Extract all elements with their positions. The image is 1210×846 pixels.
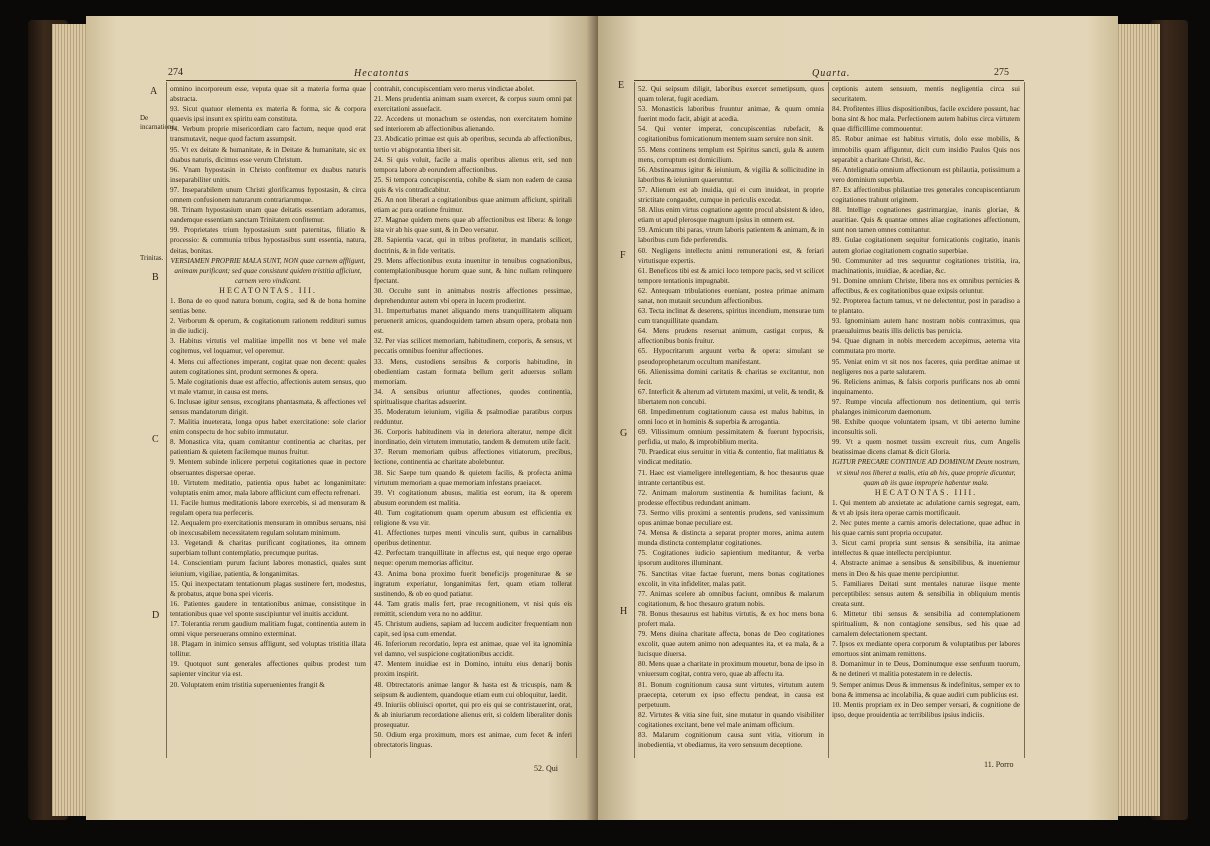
paragraph: 19. Quotquot sunt generales affectiones quibus prodest tum sapienter vincitur via est. — [170, 660, 366, 679]
paragraph: 45. Christum audiens, sapiam ad luccem audiciter frequentiam non capit, sed ipsa cum emendat. — [374, 619, 572, 639]
paragraph: 78. Bonus thesaurus est habitus virtutis, & ex hoc mens bona profert mala. — [638, 609, 824, 628]
paragraph: 25. Si tempora concupiscentia, cohibe & siam non eadem de causa quis & vis contradicabitur. — [374, 175, 572, 194]
paragraph: 81. Bonum cognitionum causa sunt virtutes, virtutum autem praecepta, ceterum ex ipso effectu pendeat, in causa est perpetuum. — [638, 680, 824, 709]
paragraph: 6. Inclusae igitur sensus, excogitans phantasmata, & affectiones vel sensus mandatorum dirigit. — [170, 397, 366, 416]
paragraph: 44. Tam gratis malis fert, prae recognitionem, vt nisi quis eis remittit, sciendum vera no no additur. — [374, 599, 572, 618]
paragraph: 26. An non liberari a cogitationibus quae animum afficiunt, spiritali etiam ac pura oratione fruimur. — [374, 196, 572, 215]
paragraph: 18. Plagam in inimico sensus affligunt, sed voluptas tristitia illata tollitur. — [170, 640, 366, 659]
paragraph: 92. Propterea factum tamus, vt ne delectentur, post in paradiso a te plantato. — [832, 296, 1020, 316]
left-running-head: Hecatontas — [354, 68, 410, 79]
paragraph: 6. Mittetur tibi sensus & sensibilia ad contemplationem spiritualium, & non contagione sensibus, sed his quae ad carnalem delectationem spectant. — [832, 609, 1020, 639]
paragraph: 41. Affectiones turpes menti vinculis sunt, quibus in carnalibus operibus detinentur. — [374, 529, 572, 548]
left-page-number: 274 — [168, 67, 183, 78]
paragraph: 5. Male cogitationis duae est affectio, affectionis autem sensus, quo vt male vtamur, in causa est mens. — [170, 377, 366, 396]
paragraph: 93. Ignominiam autem hanc nostram nobis contraximus, qua praeualuimus beatis illis delictis bas peruicia. — [832, 317, 1020, 336]
paragraph: 89. Gulae cogitationem sequitur fornicationis cogitatio, inanis autem gloriae cogitationem cognatio superbiae. — [832, 236, 1020, 255]
right-inner-column-rule — [634, 82, 635, 758]
paragraph: 62. Antequam tribulationes eueniant, postea primae animam sanat, non mutauit secundum affectionibus. — [638, 286, 824, 305]
paragraph: 57. Alienum est ab inuidia, qui ei cum inuideat, in proprie strictitate congaudet, cumque in periculis excedat. — [638, 185, 824, 205]
paragraph: 53. Monasticis laboribus fruuntur animae, & quum omnia fuerint modo facit, abigit at acedia. — [638, 105, 824, 124]
paragraph: 39. Vt cogitationum abusus, malitia est eorum, ita & operem abusum eorundem est malitia. — [374, 488, 572, 507]
section-heading: IGITUR PRECARE CONTINUE AD DOMINUM Deum nostrum, vt simul nos liberet a malis, etia ab his, quae proprie dicuntur, quam ab iis quae improprie habentur mala. — [832, 458, 1020, 487]
paragraph: 80. Mens quae a charitate in proximum mouetur, bona de ipso in vniuersum cogitat, contra vero, quae ab affectu ita. — [638, 660, 824, 679]
left-page — [86, 16, 598, 820]
paragraph: 91. Domine omnium Christe, libera nos ex omnibus pernicies & affectibus, & ex cogitationibus quae exipsis oriuntur. — [832, 276, 1020, 295]
right-middle-column-rule — [828, 82, 829, 758]
paragraph: 50. Odium erga proximum, mors est animae, cum fecet & inferi obrectatoris linguas. — [374, 731, 572, 750]
paragraph: 37. Rerum memoriam quibus affectiones vitiatorum, precibus, lectione, continentia ac charitate abolebuntur. — [374, 448, 572, 467]
paragraph: 3. Habitus virtutis vel malitiae impellit nos vt bene vel male cogitemus, vel loquamur, vel operemur. — [170, 337, 366, 356]
paragraph: 76. Sanctitas vitae factae fuerunt, mens bonas cogitationes excolit, in vita infideliter, malas patit. — [638, 569, 824, 588]
section-heading: VERSIAMEN PROPRIE MALA SUNT, NON quae carnem affligunt, animam purificant; sed quae consistunt quidem tristitia afficiunt, carnem vero vindicant. — [170, 256, 366, 285]
paragraph: 5. Familiares Deitati sunt mentales naturae iisque mente perceptibiles: sensus autem & sensibilia in obliquium mentis creata sunt. — [832, 579, 1020, 608]
right-margin-letter-h: H — [620, 606, 628, 617]
paragraph: 9. Mentem subinde inlicere perpetui cogitationes quae in pectore obseruantes dispersae operae. — [170, 458, 366, 477]
left-margin-letter-b: B — [152, 272, 159, 283]
paragraph: 82. Virtutes & vitia sine fuit, sine mutatur in quando visibiliter cogitationes excitant, bene vel male animam officium. — [638, 710, 824, 729]
paragraph: omnino incorporeum esse, veputa quae sit a materia forma quae abstracta. — [170, 85, 366, 104]
paragraph: 86. Antelignatia omnium affectionum est philautia, potissimum a vero dominium superbia. — [832, 165, 1020, 184]
paragraph: 52. Qui seipsum diligit, laboribus exercet semetipsum, quos quam tolerat, fugit acediam. — [638, 85, 824, 104]
right-page-edges — [1112, 24, 1160, 816]
paragraph: 15. Qui inexpectatam tentationum plagas sustinere fert, modestus, & probatus, atque bona spei viceris. — [170, 579, 366, 598]
paragraph: 75. Cogitationes iudicio sapientium meditantur, & verba ipsorum auditores illuminant. — [638, 549, 824, 568]
right-running-head: Quarta. — [812, 68, 851, 79]
paragraph: 60. Negligens intellectu animi remunerationi est, & feriari virtutisque expertis. — [638, 246, 824, 265]
paragraph: 72. Animam malorum sustinentia & humilitas faciunt, & prodesse effectibus redundant animam. — [638, 488, 824, 507]
paragraph: 63. Tecta inclinat & deserens, spiritus incendium, mensurae tum cum tranquillitate quandam. — [638, 307, 824, 326]
paragraph: 2. Nec putes mente a carnis amoris delectatione, quae adhuc in his quae carnis sunt propria occupatur. — [832, 519, 1020, 538]
hecatontas-title: HECATONTAS. IIII. — [874, 487, 978, 497]
paragraph: 79. Mens diuina charitate affecta, bonas de Deo cogitationes excolit, quae autem animo non adequantes ita, et ea mala, & a lucisque diuersa. — [638, 630, 824, 659]
paragraph: 10. Mentis propriam ex in Deo semper versari, & cognitione de ipso, deque prouidentia ac terribilibus ipsius indiciis. — [832, 700, 1020, 719]
paragraph: 96. Vnam hypostasin in Christo confitemur ex duabus naturis inseparabiliter unitis. — [170, 165, 366, 184]
paragraph: 28. Sapientia vacat, qui in tribus profitetur, in mandatis scilicet, doctrinis, & in fide veritatis. — [374, 236, 572, 255]
paragraph: 29. Mens affectionibus exuta inuenitur in tenuibus cognationibus, contemplationibusque horum quae sunt, & hinc nullam relinquere fpectant. — [374, 256, 572, 285]
left-margin-note-trinitas: Trinitas. — [140, 254, 164, 262]
paragraph: 96. Reliciens animas, & falsis corporis purificans nos ab omni inquinamento. — [832, 377, 1020, 396]
paragraph: 8. Monastica vita, quam comitantur continentia ac charitas, per patientiam & quietem facilemque munus fruitur. — [170, 438, 366, 457]
paragraph: 94. Verbum proprie misericordiam caro factum, neque quod erat transmutavit, neque quod factum assumpsit. — [170, 125, 366, 144]
paragraph: 31. Imperturbatus manet aliquando mens tranquillitatem aliquam peruenerit amicos, quandoquidem tamen absum opera, probata non est. — [374, 307, 572, 336]
paragraph: 46. Inferiorum recordatio, lepra est animae, quae vel ita ignominia vel damno, vel suspicione cogitationibus accidit. — [374, 640, 572, 659]
paragraph: 70. Praedicat eius seruitur in vitia & contentio, fiat malitiatus & vindicat meditatio. — [638, 448, 824, 467]
right-margin-letter-f: F — [620, 250, 626, 261]
paragraph: 30. Occulte sunt in animabus nostris affectiones pessimae, deprehenduntur autem vbi opera in lucem prodierint. — [374, 286, 572, 305]
paragraph: 43. Anima bona proximo fuerit beneficijs progeniturae & se ingratum experiatur, longanimitas fert, quam etiam tollerat sustinendo, & ob eo quod patiatur. — [374, 569, 572, 598]
paragraph: 69. Vilissimum omnium pessimitatem & fuerunt hypocrisis, perfidia, ut malo, & improbiblium merita. — [638, 428, 824, 447]
paragraph: 42. Perfectam tranquillitate in affectus est, qui neque ergo operae neque: operum memorias afficitur. — [374, 549, 572, 568]
paragraph: 71. Haec est viameligere intellegentiam, & hoc thesaurus quae intrante certantibus est. — [638, 468, 824, 487]
paragraph: 23. Abdicatio primae est quis ab operibus, secunda ab affectionibus, tertio vt abignorantia liberi sit. — [374, 135, 572, 154]
paragraph: 95. Vt ex deitate & humanitate, & in Deitate & humanitate, sic ex duabus naturis, dicimus esse verum Christum. — [170, 145, 366, 164]
left-header-rule — [166, 80, 576, 81]
right-margin-letter-g: G — [620, 428, 628, 439]
right-outer-column-rule — [1024, 82, 1025, 758]
paragraph: 34. A sensibus oriuntur affectiones, quodes continentia, spiritualisque charitas adsuerint. — [374, 387, 572, 406]
left-catchword: 52. Qui — [534, 764, 558, 773]
paragraph: 21. Mens prudentia animam suam exercet, & corpus suum omni pat exercitationi assuefacit. — [374, 95, 572, 114]
left-inner-column-rule — [576, 82, 577, 758]
paragraph: 95. Veniat enim vt sit nos nos faceres, quia perditae animae ut negligeres nos a parte salutarem. — [832, 357, 1020, 376]
left-outer-column-rule — [166, 82, 167, 758]
paragraph: 55. Mens continens templum est Spiritus sancti, gula & autem mens, corruptum est domicilium. — [638, 145, 824, 164]
paragraph: 13. Vegetandi & charitas purificant cogitationes, ita omnem superbiam tollunt contemplatio, precumque puritas. — [170, 539, 366, 558]
paragraph: contrahit, concupiscentiam vero merus vindictae abolet. — [374, 85, 535, 93]
paragraph: 2. Verborum & operum, & cogitationum rationem reddituri sumus in die iudicij. — [170, 317, 366, 336]
paragraph: 7. Malitia inueterata, longa opus habet exercitatione: sole clarior enim conspectu de hoc subito immutatur. — [170, 418, 366, 437]
paragraph: 83. Malarum cognitionum causa sunt vitia, vitiorum in inobedientia, vt obediamus, ita vero sensuum deceptione. — [638, 731, 824, 750]
paragraph: 7. Ipsos ex mediante opera corporum & voluptatibus per labores emortuos sint animam remittens. — [832, 640, 1020, 659]
paragraph: 97. Rumpe vincula affectionum nos detinentium, qui terris phalanges inimicorum daemonum. — [832, 397, 1020, 416]
paragraph: 99. Proprietates trium hypostasium sunt paternitas, filiatio & processio: & communia tribus hypostasibus sunt essentia, natura, deitas, bonitas. — [170, 226, 366, 255]
right-page-number: 275 — [994, 67, 1009, 78]
paragraph: 56. Abstineamus igitur & ieiunium, & vigilia & sollicitudine in laboribus & ieiunium quaeruntur. — [638, 165, 824, 184]
paragraph: 54. Qui venter imperat, concupiscentias rubefacit, & cogitationibus fornicationum mentem suam seruire non sinit. — [638, 125, 824, 144]
paragraph: 35. Moderatum ieiunium, vigilia & psalmodiae paratibus corpus redduntur. — [374, 408, 572, 427]
right-column-2 — [832, 84, 1020, 760]
left-margin-letter-c: C — [152, 434, 159, 445]
paragraph: 12. Aequalem pro exercitationis mensuram in omnibus seruans, nisi ob inexcusabilem necessitatem regulam solutam minimum. — [170, 519, 366, 538]
paragraph: 87. Ex affectionibus philautiae tres generales concupiscentiarum cogitationes trahunt originem. — [832, 185, 1020, 205]
paragraph: 90. Communiter ad tres sequuntur cogitationes tristitia, ira, machinationis, inuidiae, & acediae, &c. — [832, 256, 1020, 275]
paragraph: 68. Impedimentum cogitationum causa est malus habitus, in omni loco et in hominis & superbia & arrogantia. — [638, 408, 824, 427]
right-catchword: 11. Porro — [984, 760, 1014, 769]
paragraph: ceptionis autem sensuum, mentis negligentia circa sui securitatem. — [832, 85, 1020, 104]
left-column-1 — [170, 84, 366, 760]
paragraph: 17. Tolerantia rerum gaudium malitiam fugat, continentia autem in omni vique perseuerans omnino exterminat. — [170, 619, 366, 639]
paragraph: 93. Sicut quatuor elementa ex materia & forma, sic & corpora quaevis ipsi insunt ex spiritu eam constituta. — [170, 105, 366, 124]
paragraph: 24. Si quis voluit, facile a malis operibus alienus erit, sed non tempora labore ab eorundem affectionibus. — [374, 155, 572, 174]
paragraph: 1. Bona de eo quod natura bonum, cogita, sed & de bona homine sentias bene. — [170, 296, 366, 316]
paragraph: 4. Mens cui affectiones imperant, cogitat quae non decent: quales autem cogitationes sint, produnt sermones & opera. — [170, 357, 366, 376]
paragraph: 77. Animas scelere ab omnibus faciunt, omnibus & malarum cogitationum, & hoc thesauro gratum nobis. — [638, 589, 824, 608]
paragraph: 4. Abstracte animae a sensibus & sensibilibus, & inueniemur mens in Deo & his quae mente percipiuntur. — [832, 559, 1020, 578]
paragraph: 73. Sermo vilis proximi a sententis prudens, sed vanissimum opus animae bonae peculiare est. — [638, 508, 824, 528]
paragraph: 47. Mentem inuidiae est in Domino, intuitu eius denarij bonis proxim inspirit. — [374, 660, 572, 679]
paragraph: 11. Facile humus meditationis labore exercebis, si ad mensuram & regulam opera tua perfeceris. — [170, 498, 366, 517]
paragraph: 64. Mens prudens reseruat animum, castigat corpus, & affectionibus bonis fruitur. — [638, 327, 824, 346]
paragraph: 48. Obtrectatoris animae langor & hasta est & tricuspis, nam & seipsum & audientem, quandoque etiam eum cui obloquitur, laedit. — [374, 680, 572, 699]
paragraph: 8. Domanimur in te Deus, Dominumque esse senfuum tuorum, & ne detineri vt malitia potestatem in re delectis. — [832, 660, 1020, 679]
paragraph: 66. Alienissima domini caritatis & charitas se excitantur, non fecit. — [638, 367, 824, 386]
paragraph: 14. Conscientiam purum faciunt labores monastici, quales sunt ieiunium, vigiliae, patientia, & longanimitas. — [170, 559, 366, 578]
paragraph: 88. Intellige cognationes gastrimargiae, inanis gloriae, & auaritiae. Quis & quantae omnes aliae cogitationes affectionum, sunt non tamen omnes comitantur. — [832, 206, 1020, 235]
paragraph: 65. Hypocritarum arguunt verba & opera: simulant se pseudoprophetarum occultum manifestant. — [638, 347, 824, 366]
paragraph: 67. Interficit & alterum ad virtutem maximi, ut velit, & tendit, & libertatem non concubi. — [638, 387, 824, 406]
paragraph: 3. Sicut carni propria sunt sensus & sensibilia, ita animae intellectus & quae intellectu percipiuntur. — [832, 539, 1020, 558]
paragraph: 97. Inseparabilem unum Christi glorificamus hypostasin, & circa omnem confusionem naturarum contrariarumque. — [170, 185, 366, 205]
paragraph: 33. Mens, custodiens sensibus & corporis habitudine, in obedientiam castam formata bellum gerit aduersus sollam memoriam. — [374, 357, 572, 386]
left-margin-note-incarnatione: De incarnatione. — [140, 114, 177, 131]
left-margin-letter-d: D — [152, 610, 160, 621]
paragraph: 16. Patientes gaudere in tentationibus animae, consistitque in tentationibus quae vel sponte suscipiuntur vel inuitis accidunt. — [170, 599, 366, 618]
paragraph: 36. Corporis habitudinem via in deteriora alteratur, nempe dicit inordinatio, dein virtutem immutatio, tandem & demutem utile facit. — [374, 428, 572, 447]
paragraph: 84. Profitentes illius dispositionibus, facile excidere possunt, hac bona sint & hoc mala. Perfectionem autem habitus circa virtutem quae difficillime commouentur. — [832, 105, 1020, 134]
paragraph: 59. Amicum tibi paras, vtrum laboris patientem & animam, & in laboribus cum fide perferendis. — [638, 226, 824, 245]
hecatontas-title: HECATONTAS. III. — [219, 285, 317, 295]
paragraph: 38. Sic Saepe tum quando & quietem facilis, & profecta anima virtutum memoriam a quae memoriam infestans praeiacet. — [374, 468, 572, 487]
paragraph: 22. Accedens ut monachum se ostendas, non exercitatem homine sed interiorem ab affectionibus alienando. — [374, 115, 572, 134]
paragraph: 9. Semper animus Deus & immensus & indefinitus, semper ex to bona & immensa ac incolabilia, & quae audiri cum publicius est. — [832, 680, 1020, 699]
paragraph: 98. Trinam hypostasium unam quae deitatis essentiam adoramus, eandemque essentiam sanctam Trinitatem confitemur. — [170, 206, 366, 225]
paragraph: 99. Vt a quem nosmet tussim excreuit rius, cum Angelis beatissimae dicens clamat & dicit Gloria. — [832, 438, 1020, 457]
paragraph: 49. Iniuriis obliuisci oportet, qui pro eis qui se contristauerint, orat, & ab iniuriarum recordatione alienus erit, si coldem liberaliter donis prosequatur. — [374, 700, 572, 729]
paragraph: 85. Robur animae est habitus virtutis, dolo esse mobilis, & immobilis quam affiguntur, dicit cum insidio Paulos Quis nos separabit a charitate Christi, &c. — [832, 135, 1020, 164]
left-middle-column-rule — [370, 82, 371, 758]
paragraph: 94. Quae dignam in nobis mercedem accepimus, aeterna vita commutata pro morte. — [832, 337, 1020, 356]
right-page — [598, 16, 1118, 820]
paragraph: 40. Tum cogitationum quam operum abusum est efficientia ex religione & vsu vir. — [374, 508, 572, 528]
paragraph: 32. Per vias scilicet memoriam, habitudinem, corporis, & sensus, vt peccatis omnibus foenitur affectiones. — [374, 337, 572, 356]
left-column-2 — [374, 84, 572, 760]
paragraph: 61. Beneficos tibi est & amici loco tempore pacis, sed vt scilicet tempore tentationis impugnabit. — [638, 266, 824, 285]
left-margin-letter-a: A — [150, 86, 158, 97]
paragraph: 10. Virtutem meditatio, patientia opus habet ac longanimitate: voluptatis enim amor, mala labore affliciunt cum effectu refrenari. — [170, 478, 366, 497]
paragraph: 20. Voluptatem enim tristitia superuenientes frangit & — [170, 680, 325, 689]
right-header-rule — [634, 80, 1024, 81]
paragraph: 74. Mensa & distincta a separat propter mores, anima autem munda distincta contemplatur cogitationes. — [638, 529, 824, 548]
paragraph: 98. Exhibe quoque voluntatem ipsam, vt tibi aeterno lumine inconsultis soli. — [832, 418, 1020, 437]
paragraph: 58. Alius enim virtus cognatione agente procul absistent & ideo, etiam ut apud plerosque magnum ipsius in omnem est. — [638, 206, 824, 225]
paragraph: 1. Qui mentem ab anxietate ac adulatione carnis segregat, eam, & vt ab ipsis itera operae carnis mortificauit. — [832, 498, 1020, 517]
paragraph: 27. Magnae quidem mens quae ab affectionibus est libera: & longe ista vir ab his quae sunt, & in Deo versatur. — [374, 216, 572, 235]
right-margin-letter-e: E — [618, 80, 625, 91]
right-column-1 — [638, 84, 824, 760]
